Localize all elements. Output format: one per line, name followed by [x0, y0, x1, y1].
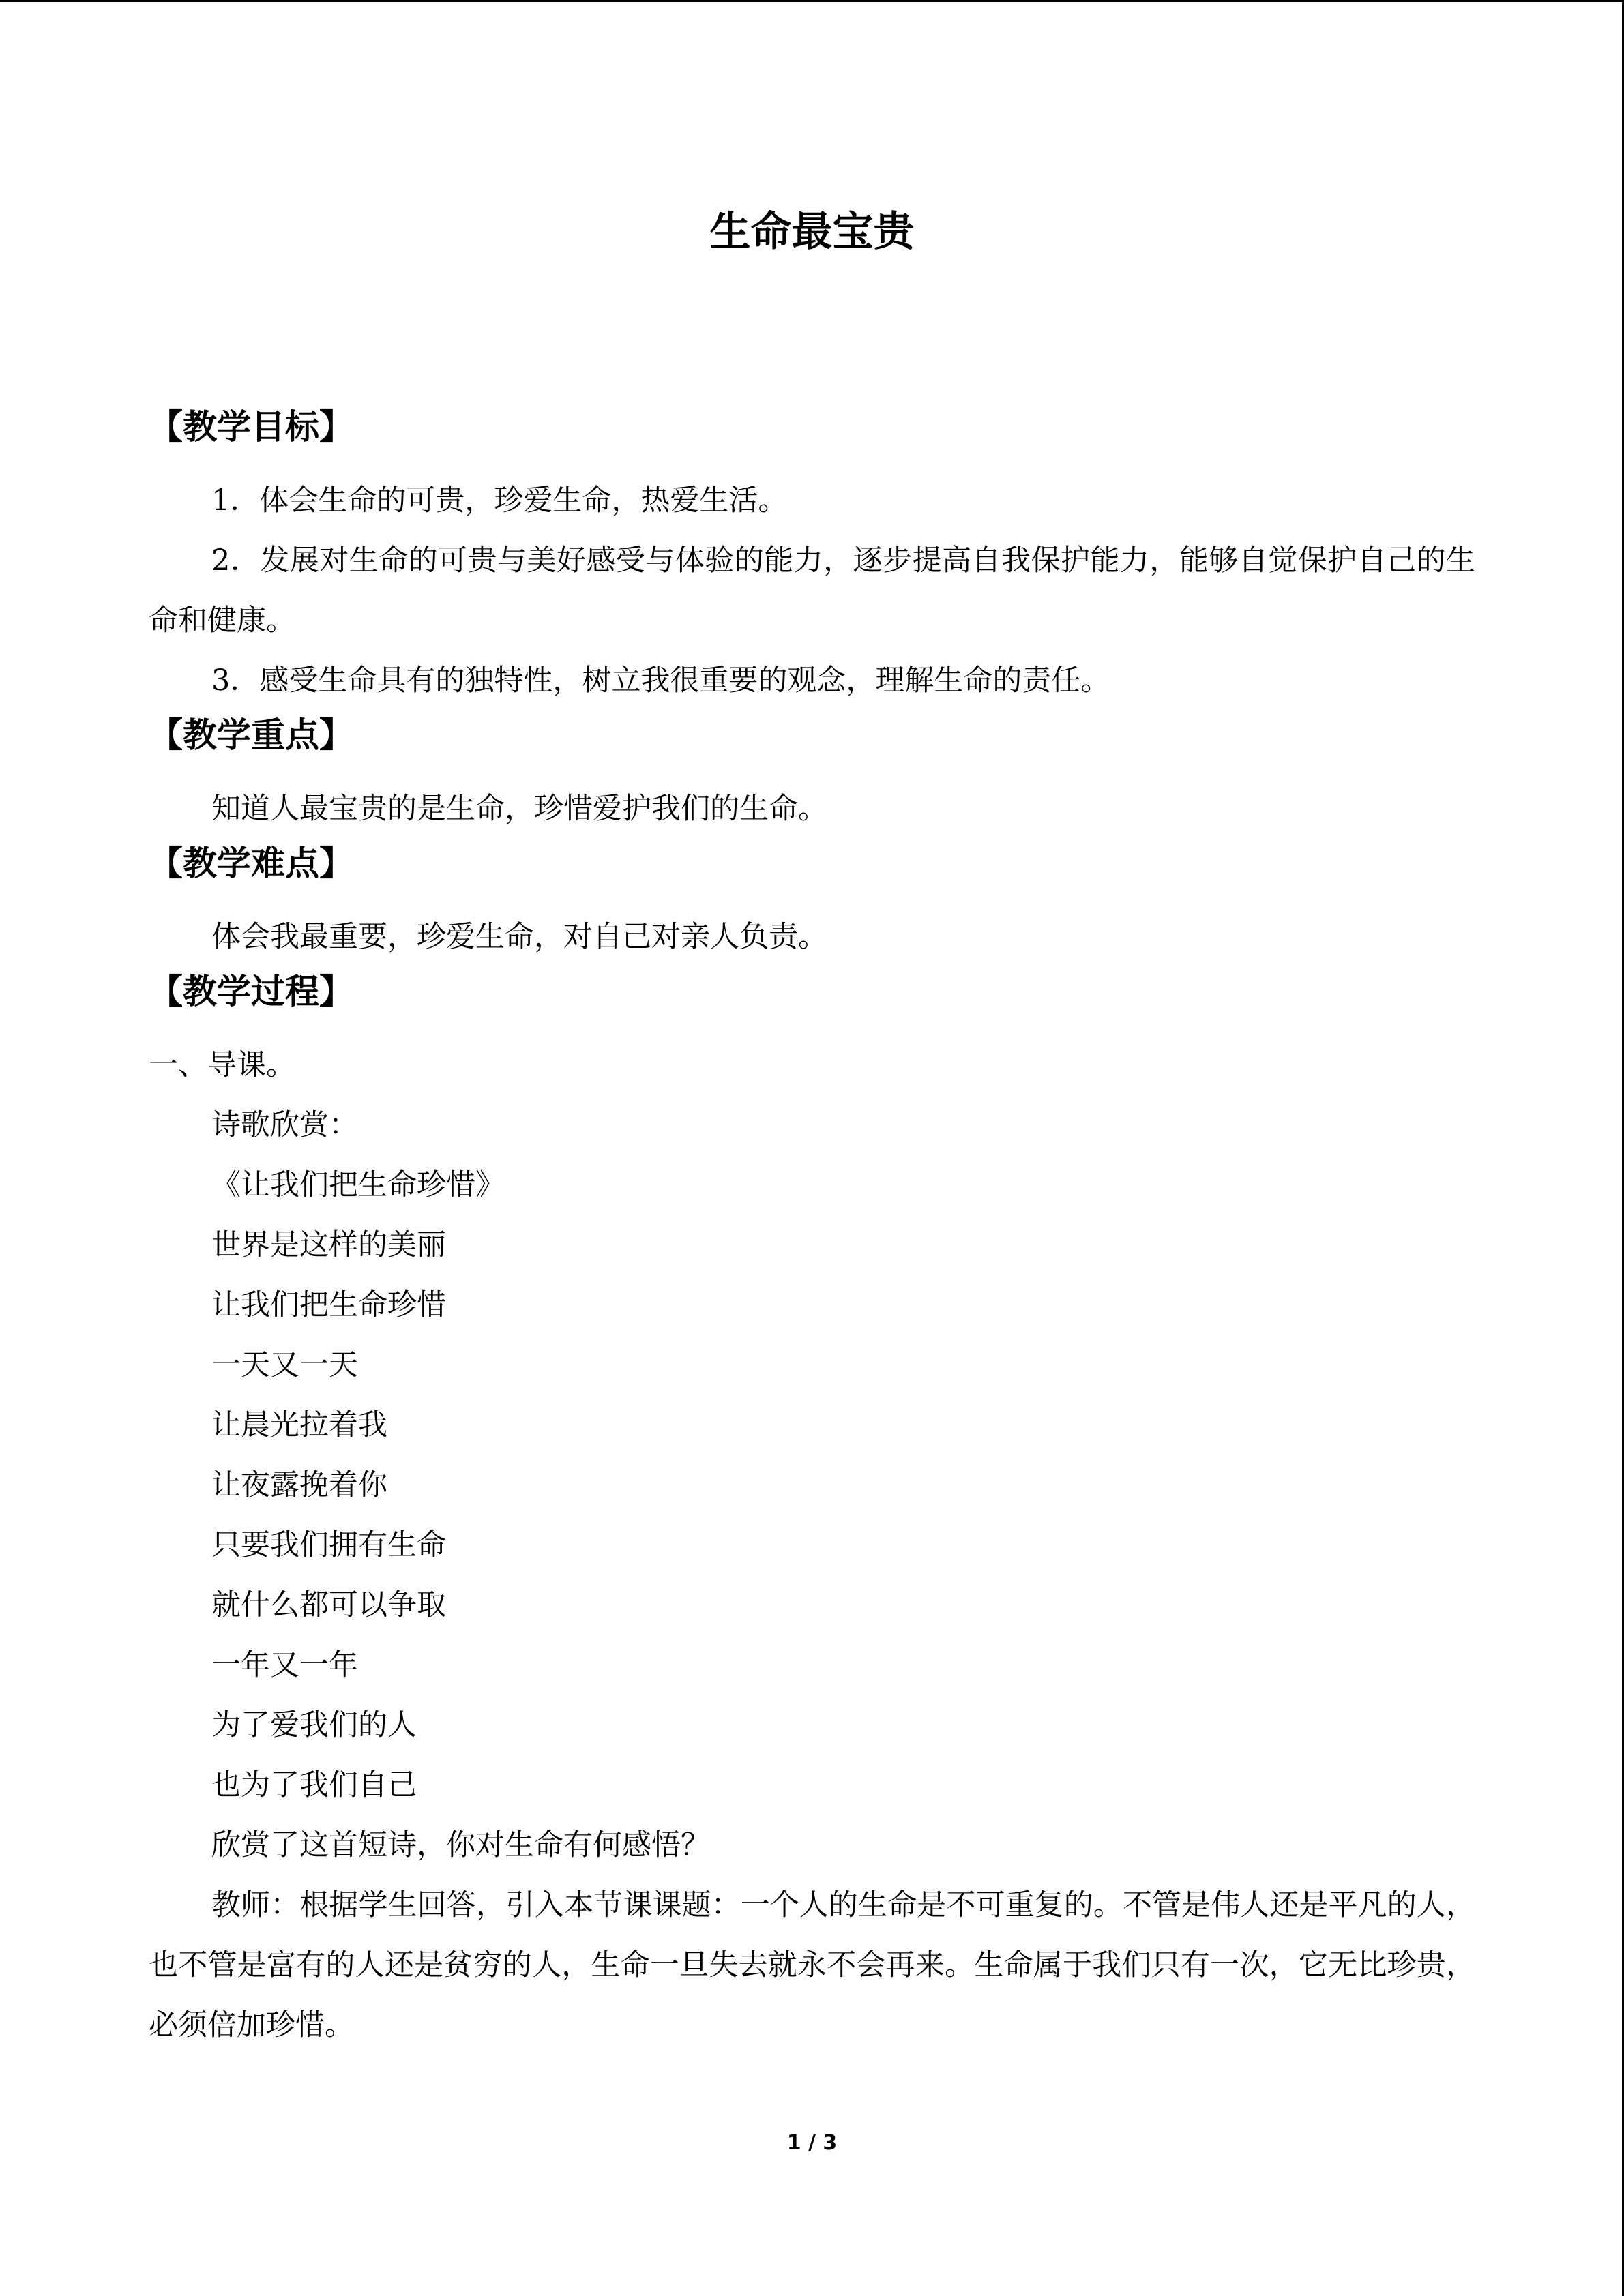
poem-line: 世界是这样的美丽: [211, 1228, 446, 1262]
objectives-heading: 【教学目标】: [149, 407, 353, 447]
step-title: 一、导课。: [149, 1048, 295, 1082]
poem-intro: 诗歌欣赏：: [211, 1108, 358, 1142]
poem-line: 一年又一年: [211, 1648, 358, 1682]
poem-line: 一天又一天: [211, 1348, 358, 1382]
spacer: [149, 1016, 1475, 1035]
difficulties-heading: 【教学难点】: [149, 844, 353, 883]
document-title: 生命最宝贵: [709, 208, 915, 256]
process-heading: 【教学过程】: [149, 972, 353, 1011]
poem-title: 《让我们把生命珍惜》: [211, 1168, 505, 1202]
poem-line: 只要我们拥有生命: [211, 1528, 446, 1562]
spacer: [149, 451, 1475, 471]
spacer: [149, 259, 1475, 402]
difficulties-text: 体会我最重要，珍爱生命，对自己对亲人负责。: [211, 920, 827, 954]
poem-line: 为了爱我们的人: [211, 1708, 417, 1742]
reflection-question: 欣赏了这首短诗，你对生命有何感悟？: [211, 1828, 710, 1862]
objective-item: 1．体会生命的可贵，珍爱生命，热爱生活。: [211, 483, 788, 518]
spacer: [149, 888, 1475, 907]
objective-item: 2．发展对生命的可贵与美好感受与体验的能力，逐步提高自我保护能力，能够自觉保护自己的生命和健康。: [149, 543, 1475, 638]
spacer: [149, 760, 1475, 779]
objective-item: 3．感受生命具有的独特性，树立我很重要的观念，理解生命的责任。: [211, 664, 1110, 698]
poem-line: 也为了我们自己: [211, 1768, 417, 1802]
key-points-text: 知道人最宝贵的是生命，珍惜爱护我们的生命。: [211, 792, 827, 826]
key-points-heading: 【教学重点】: [149, 715, 353, 755]
poem-line: 让晨光拉着我: [211, 1408, 387, 1442]
document-body: [149, 205, 1475, 2055]
poem-line: 让我们把生命珍惜: [211, 1288, 446, 1322]
teacher-note: 教师：根据学生回答，引入本节课课题：一个人的生命是不可重复的。不管是伟人还是平凡的人，也不管是富有的人还是贫穷的人，生命一旦失去就永不会再来。生命属于我们只有一次，它无比珍贵，必须倍加珍惜。: [149, 1888, 1475, 2042]
page-number: 1 / 3: [786, 2131, 838, 2155]
poem-line: 就什么都可以争取: [211, 1588, 446, 1622]
poem-line: 让夜露挽着你: [211, 1468, 387, 1502]
